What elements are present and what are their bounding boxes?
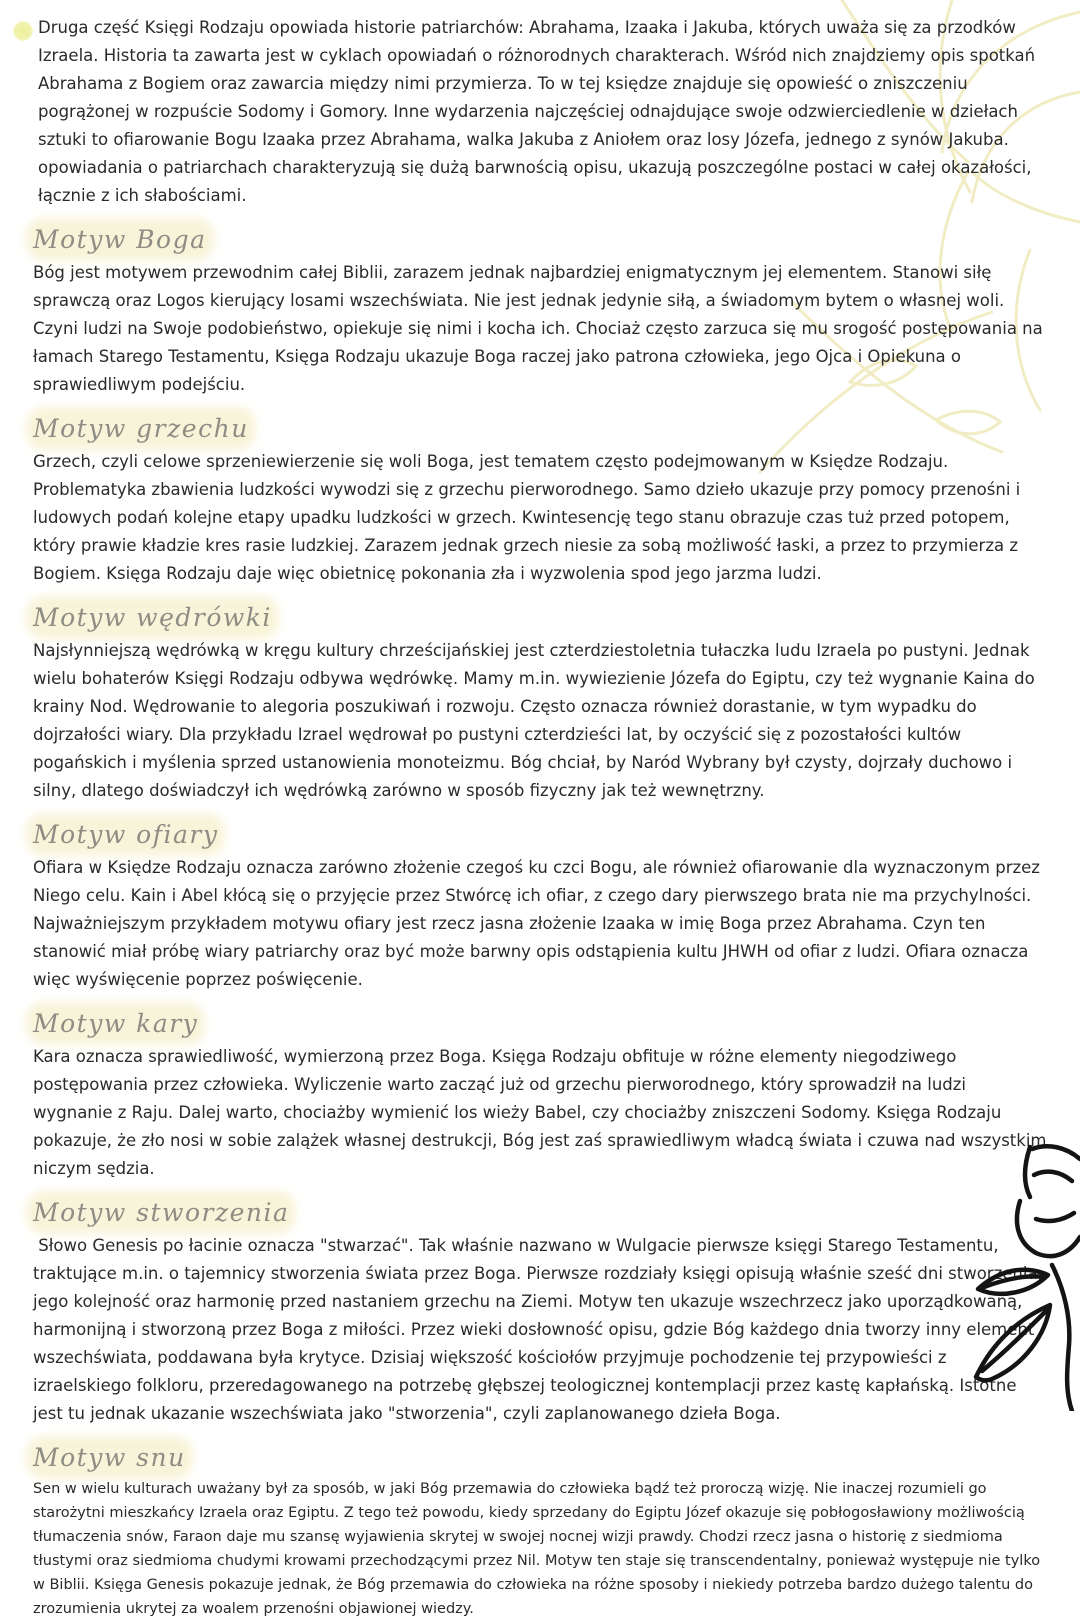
heading-highlight: Motyw wędrówki bbox=[33, 603, 272, 632]
notes-page bbox=[33, 14, 1052, 1621]
heading-motyw-snu bbox=[33, 1441, 1049, 1474]
heading-highlight: Motyw ofiary bbox=[33, 820, 219, 849]
section-motyw-boga bbox=[33, 223, 1049, 399]
heading-highlight: Motyw kary bbox=[33, 1009, 199, 1038]
heading-motyw-kary bbox=[33, 1007, 1049, 1040]
body-motyw-grzechu: Grzech, czyli celowe sprzeniewierzenie się woli Boga, jest tematem często podejmowanym w Księdze Rodzaju. Problematyka zbawienia ludzkości wywodzi się z grzechu pierworodnego. Samo dzieło ukazuje przy pomocy przenośni i ludowych podań kolejne etapy upadku ludzkości w grzech. Kwintesencję tego stanu obrazuje czas tuż przed potopem, który prawie kładzie kres rasie ludzkiej. Zarazem jednak grzech niesie za sobą możliwość łaski, a przez to przymierza z Bogiem. Księga Rodzaju daje więc obietnicę pokonania zła i wyzwolenia spod jego jarzma ludzi. bbox=[33, 452, 1026, 583]
heading-highlight: Motyw snu bbox=[33, 1443, 186, 1472]
yellow-dot-icon bbox=[13, 21, 33, 41]
body-motyw-stworzenia: Słowo Genesis po łacinie oznacza "stwarzać". Tak właśnie nazwano w Wulgacie pierwsze księgi Starego Testamentu, traktujące m.in. o tajemnicy stworzenia świata przez Boga. Pierwsze rozdziały księgi opisują właśnie sześć dni stworzenia, jego kolejność oraz harmonię przed nastaniem grzechu na Ziemi. Motyw ten ukazuje wszechrzecz jako uporządkowaną, harmonijną i stworzoną przez Boga z miłości. Przez wieki dosłowność opisu, gdzie Bóg każdego dnia tworzy inny element wszechświata, poddawana była krytyce. Dzisiaj większość kościołów przyjmuje pochodzenie tej przypowieści z izraelskiego folkloru, przeredagowanego na potrzebę głębszej teologicznej kontemplacji przez kastę kapłańską. Istotne jest tu jednak ukazanie wszechświata jako "stworzenia", czyli zaplanowanego dzieła Boga. bbox=[33, 1236, 1049, 1423]
body-motyw-wedrowki: Najsłynniejszą wędrówką w kręgu kultury chrześcijańskiej jest czterdziestoletnia tułaczka ludu Izraela po pustyni. Jednak wielu bohaterów Księgi Rodzaju odbywa wędrówkę. Mamy m.in. wywiezienie Józefa do Egiptu, czy też wygnanie Kaina do krainy Nod. Wędrowanie to alegoria poszukiwań i rozwoju. Często oznacza również dorastanie, w tym wypadku do dojrzałości wiary. Dla przykładu Izrael wędrował po pustyni czterdzieści lat, by oczyścić się z pozostałości kultów pogańskich i myślenia sprzed ustanowienia monoteizmu. Bóg chciał, by Naród Wybrany był czysty, dojrzały duchowo i silny, dlatego doświadczył ich wędrówką zarówno w sposób fizyczny jak też wewnętrzny. bbox=[33, 641, 1040, 800]
section-motyw-stworzenia bbox=[33, 1196, 1049, 1428]
body-motyw-kary: Kara oznacza sprawiedliwość, wymierzoną przez Boga. Księga Rodzaju obfituje w różne elementy niegodziwego postępowania przez człowieka. Wyliczenie warto zacząć już od grzechu pierworodnego, który sprowadził na ludzi wygnanie z Raju. Dalej warto, chociażby wymienić los wieży Babel, czy chociażby zniszczeni Sodomy. Księga Rodzaju pokazuje, że zło nosi w sobie zalążek własnej destrukcji, Bóg jest zaś sprawiedliwym władcą świata i czuwa nad wszystkim niczym sędzia. bbox=[33, 1047, 1052, 1178]
intro-paragraph: Druga część Księgi Rodzaju opowiada historie patriarchów: Abrahama, Izaaka i Jakuba, których uważa się za przodków Izraela. Historia ta zawarta jest w cyklach opowiadań o różnorodnych charakterach. Wśród nich znajdziemy opis spotkań Abrahama z Bogiem oraz zawarcia między nimi przymierza. To w tej księdze znajduje się opowieść o zniszczeniu pogrążonej w rozpuście Sodomy i Gomory. Inne wydarzenia najczęściej odnajdujące swoje odzwierciedlenie w dziełach sztuki to ofiarowanie Bogu Izaaka przez Abrahama, walka Jakuba z Aniołem oraz losy Józefa, jednego z synów Jakuba. opowiadania o patriarchach charakteryzują się dużą barwnością opisu, ukazują poszczególne postaci w całej okazałości, łącznie z ich słabościami. bbox=[38, 18, 1036, 205]
heading-motyw-wedrowki bbox=[33, 601, 1049, 634]
heading-motyw-ofiary bbox=[33, 818, 1049, 851]
section-motyw-kary bbox=[33, 1007, 1052, 1183]
section-motyw-snu bbox=[33, 1441, 1049, 1621]
section-motyw-grzechu bbox=[33, 412, 1049, 588]
section-motyw-ofiary bbox=[33, 818, 1049, 994]
heading-highlight: Motyw grzechu bbox=[33, 414, 249, 443]
heading-highlight: Motyw Boga bbox=[33, 225, 207, 254]
body-motyw-boga: Bóg jest motywem przewodnim całej Biblii, zarazem jednak najbardziej enigmatycznym jej elementem. Stanowi siłę sprawczą oraz Logos kierujący losami wszechświata. Nie jest jednak jedynie siłą, a świadomym bytem o własnej woli. Czyni ludzi na Swoje podobieństwo, opiekuje się nimi i kocha ich. Chociaż często zarzuca się mu srogość postępowania na łamach Starego Testamentu, Księga Rodzaju ukazuje Boga raczej jako patrona człowieka, jego Ojca i Opiekuna o sprawiedliwym podejściu. bbox=[33, 263, 1048, 394]
section-motyw-wedrowki bbox=[33, 601, 1049, 805]
heading-motyw-boga bbox=[33, 223, 1049, 256]
heading-motyw-grzechu bbox=[33, 412, 1049, 445]
body-motyw-snu: Sen w wielu kulturach uważany był za sposób, w jaki Bóg przemawia do człowieka bądź też proroczą wizję. Nie inaczej rozumieli go starożytni mieszkańcy Izraela oraz Egiptu. Z tego też powodu, kiedy sprzedany do Egiptu Józef okazuje się pobłogosławiony możliwością tłumaczenia snów, Faraon daje mu szansę wyjawienia skrytej w swojej nocnej wizji prawdy. Chodzi rzecz jasna o historię z siedmioma tłustymi oraz siedmioma chudymi krowami przechodzącymi przez Nil. Motyw ten staje się transcendentalny, ponieważ występuje nie tylko w Biblii. Księga Genesis pokazuje jednak, że Bóg przemawia do człowieka na różne sposoby i niekiedy potrzeba bardzo dużego talentu do zrozumienia ukrytej za woalem przenośni objawionej wiedzy. bbox=[33, 1481, 1045, 1617]
heading-motyw-stworzenia bbox=[33, 1196, 1049, 1229]
heading-highlight: Motyw stworzenia bbox=[33, 1198, 290, 1227]
body-motyw-ofiary: Ofiara w Księdze Rodzaju oznacza zarówno złożenie czegoś ku czci Bogu, ale również ofiarowanie dla wyznaczonym przez Niego celu. Kain i Abel kłócą się o przyjęcie przez Stwórcę ich ofiar, z czego dary pierwszego brata nie ma przychylności. Najważniejszym przykładem motywu ofiary jest rzecz jasna złożenie Izaaka w imię Boga przez Abrahama. Czyn ten stanowić miał próbę wiary patriarchy oraz być może barwny opis odstąpienia kultu JHWH od ofiar z ludzi. Ofiara oznacza więc wyświęcenie poprzez poświęcenie. bbox=[33, 858, 1046, 989]
